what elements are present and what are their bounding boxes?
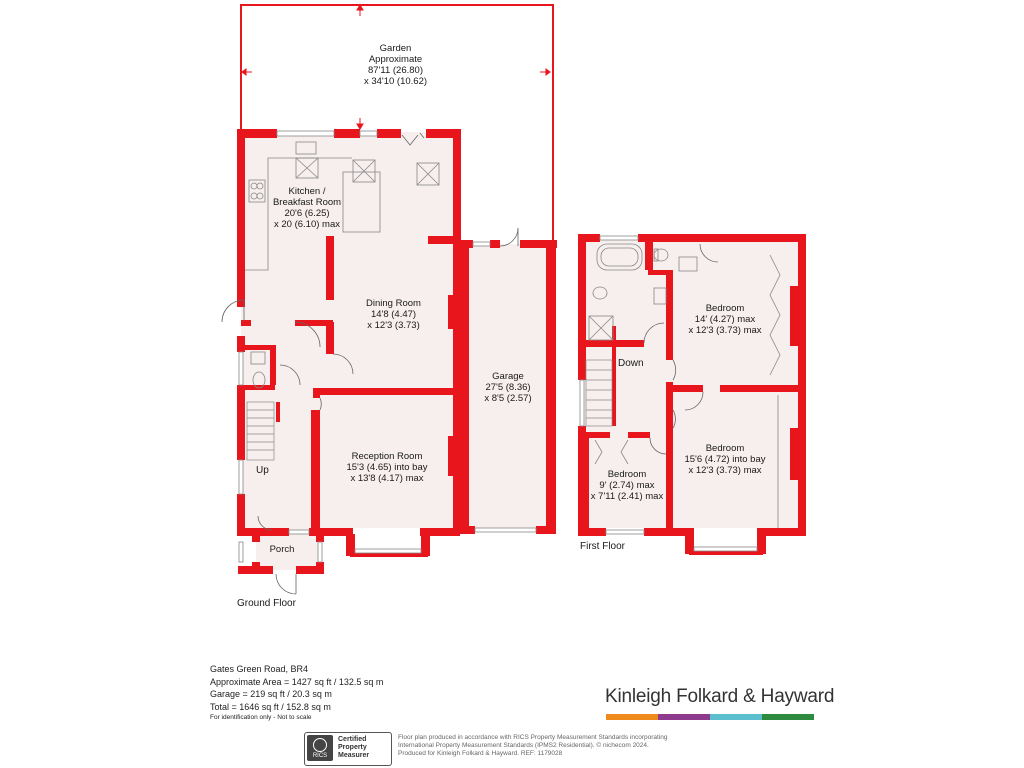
garden-dimension-1: 87'11 (26.80) — [368, 65, 423, 76]
garden-name: Garden — [379, 43, 412, 54]
bedroom2-dimension-1: 15'6 (4.72) into bay — [684, 454, 766, 465]
brand-bar-teal — [710, 714, 762, 720]
disclaimer-line-2: International Property Measurement Standards (IPMS2 Residential). © nichecom 2024. — [398, 742, 649, 750]
approximate-area: Approximate Area = 1427 sq ft / 132.5 sq m — [210, 676, 384, 687]
brand-name: Kinleigh Folkard & Hayward — [605, 686, 835, 707]
rics-line-3: Measurer — [338, 752, 370, 759]
bedroom2-dimension-2: x 12'3 (3.73) max — [688, 465, 762, 476]
dining-dimension-1: 14'8 (4.47) — [370, 309, 417, 320]
kitchen-dimension-2: x 20 (6.10) max — [274, 219, 340, 230]
garage-dimension-1: 27'5 (8.36) — [485, 382, 531, 393]
dining-name: Dining Room — [366, 298, 421, 309]
garden-dimension-2: x 34'10 (10.62) — [363, 76, 428, 87]
bedroom3-name: Bedroom — [607, 469, 647, 480]
reception-label — [327, 451, 447, 484]
reception-dimension-1: 15'3 (4.65) into bay — [346, 462, 428, 473]
garage-label — [470, 371, 546, 404]
rics-certified-badge — [304, 732, 392, 766]
rics-line-1: Certified — [338, 736, 367, 743]
brand-bar-green — [762, 714, 814, 720]
reception-dimension-2: x 13'8 (4.17) max — [350, 473, 424, 484]
garage-area: Garage = 219 sq ft / 20.3 sq m — [210, 689, 332, 699]
reception-name: Reception Room — [351, 451, 423, 462]
kitchen-name-line2: Breakfast Room — [272, 197, 342, 208]
porch-label — [262, 544, 302, 555]
first-floor-label: First Floor — [580, 541, 625, 552]
bedroom3-dimension-2: x 7'11 (2.41) max — [590, 491, 664, 502]
bedroom3-label — [584, 469, 670, 502]
stairs-down-label: Down — [618, 358, 644, 369]
bedroom1-dimension-2: x 12'3 (3.73) max — [688, 325, 762, 336]
garden-label — [343, 43, 448, 87]
bedroom3-dimension-1: 9' (2.74) max — [599, 480, 655, 491]
disclaimer-line-1: Floor plan produced in accordance with RICS Property Measurement Standards incorporating — [398, 734, 668, 741]
ground-floor-label: Ground Floor — [237, 598, 296, 609]
property-address: Gates Green Road, BR4 — [210, 664, 309, 674]
rics-line-2: Property — [338, 744, 367, 751]
porch-name: Porch — [269, 544, 295, 555]
disclaimer-line-3: Produced for Kinleigh Folkard & Hayward. REF: 1179028 — [398, 750, 563, 758]
bedroom2-label — [675, 443, 775, 476]
stairs-up-label: Up — [256, 465, 269, 476]
garage-dimension-2: x 8'5 (2.57) — [484, 393, 532, 404]
rics-logo — [307, 735, 333, 761]
garage-name: Garage — [492, 371, 524, 382]
property-info — [210, 663, 383, 723]
kitchen-name: Kitchen / — [288, 186, 326, 197]
identification-note: For identification only - Not to scale — [210, 714, 312, 721]
garden-approximate: Approximate — [368, 54, 423, 65]
rics-logo-text: RICS — [312, 753, 328, 759]
bedroom2-name: Bedroom — [705, 443, 745, 454]
kitchen-label — [262, 186, 352, 230]
bedroom1-name: Bedroom — [705, 303, 745, 314]
bedroom1-dimension-1: 14' (4.27) max — [694, 314, 756, 325]
brand-color-bar — [606, 714, 814, 720]
rics-badge-text — [338, 736, 369, 760]
rics-logo-icon — [313, 738, 327, 752]
dining-label — [346, 298, 441, 331]
kitchen-dimension-1: 20'6 (6.25) — [284, 208, 330, 219]
bedroom1-label — [680, 303, 770, 336]
measurement-disclaimer — [398, 734, 668, 759]
dining-dimension-2: x 12'3 (3.73) — [367, 320, 420, 331]
brand-bar-orange — [606, 714, 658, 720]
brand-bar-purple — [658, 714, 710, 720]
total-area: Total = 1646 sq ft / 152.8 sq m — [210, 701, 331, 712]
